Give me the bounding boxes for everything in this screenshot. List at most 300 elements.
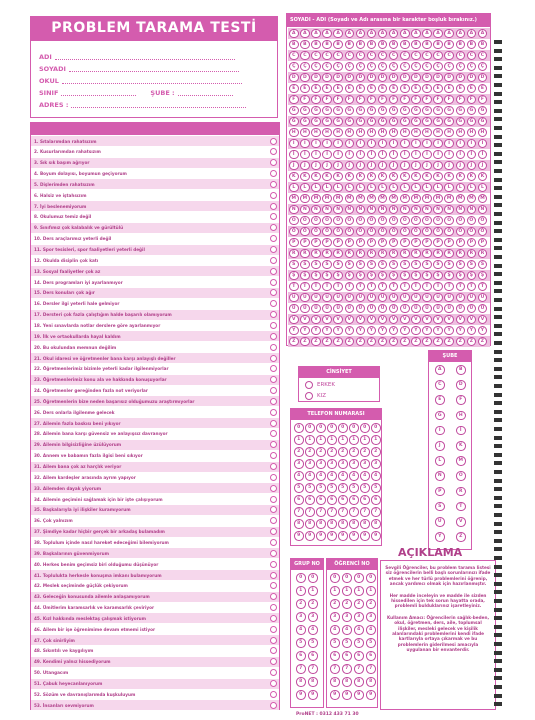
- phone-digit-bubble[interactable]: 4: [371, 471, 381, 481]
- letter-bubble[interactable]: T: [322, 282, 332, 292]
- letter-bubble[interactable]: I: [400, 139, 410, 149]
- letter-bubble[interactable]: Ü: [411, 304, 421, 314]
- letter-bubble[interactable]: D: [456, 73, 466, 83]
- phone-digit-bubble[interactable]: 6: [294, 495, 304, 505]
- question-row[interactable]: [31, 668, 279, 678]
- answer-circle-icon[interactable]: [270, 138, 277, 145]
- letter-bubble[interactable]: N: [356, 205, 366, 215]
- letter-bubble[interactable]: Ğ: [367, 117, 377, 127]
- letter-bubble[interactable]: U: [289, 293, 299, 303]
- letter-bubble[interactable]: O: [422, 216, 432, 226]
- letter-bubble[interactable]: R: [411, 249, 421, 259]
- letter-bubble[interactable]: Z: [433, 337, 443, 347]
- letter-bubble[interactable]: İ: [389, 150, 399, 160]
- letter-bubble[interactable]: S: [478, 260, 488, 270]
- answer-circle-icon[interactable]: [270, 213, 277, 220]
- letter-bubble[interactable]: G: [356, 106, 366, 116]
- letter-bubble[interactable]: E: [311, 84, 321, 94]
- letter-bubble[interactable]: Ğ: [422, 117, 432, 127]
- letter-bubble[interactable]: V: [389, 315, 399, 325]
- answer-circle-icon[interactable]: [270, 376, 277, 383]
- question-row[interactable]: [31, 679, 279, 689]
- letter-bubble[interactable]: Ç: [289, 62, 299, 72]
- answer-circle-icon[interactable]: [270, 528, 277, 535]
- letter-bubble[interactable]: L: [289, 183, 299, 193]
- question-row[interactable]: [31, 592, 279, 602]
- letter-bubble[interactable]: U: [444, 293, 454, 303]
- phone-digit-bubble[interactable]: 4: [294, 471, 304, 481]
- letter-bubble[interactable]: C: [333, 51, 343, 61]
- branch-bubble[interactable]: O: [456, 471, 466, 481]
- letter-bubble[interactable]: S: [289, 260, 299, 270]
- letter-bubble[interactable]: U: [300, 293, 310, 303]
- question-row[interactable]: [31, 451, 279, 461]
- letter-bubble[interactable]: F: [356, 95, 366, 105]
- question-row[interactable]: [31, 375, 279, 385]
- letter-bubble[interactable]: Ö: [389, 227, 399, 237]
- letter-bubble[interactable]: Ş: [367, 271, 377, 281]
- phone-digit-bubble[interactable]: 9: [349, 531, 359, 541]
- phone-digit-bubble[interactable]: 2: [327, 447, 337, 457]
- letter-bubble[interactable]: Ü: [400, 304, 410, 314]
- branch-bubble[interactable]: A: [435, 365, 445, 375]
- letter-bubble[interactable]: D: [411, 73, 421, 83]
- letter-bubble[interactable]: K: [389, 172, 399, 182]
- letter-bubble[interactable]: Z: [289, 337, 299, 347]
- student-digit-bubble[interactable]: 5: [342, 638, 352, 648]
- letter-bubble[interactable]: S: [444, 260, 454, 270]
- answer-circle-icon[interactable]: [270, 550, 277, 557]
- letter-bubble[interactable]: T: [422, 282, 432, 292]
- letter-bubble[interactable]: Ç: [478, 62, 488, 72]
- letter-bubble[interactable]: Ü: [311, 304, 321, 314]
- letter-bubble[interactable]: D: [289, 73, 299, 83]
- letter-bubble[interactable]: İ: [411, 150, 421, 160]
- letter-bubble[interactable]: K: [422, 172, 432, 182]
- letter-bubble[interactable]: S: [378, 260, 388, 270]
- student-digit-bubble[interactable]: 2: [330, 599, 340, 609]
- letter-bubble[interactable]: I: [456, 139, 466, 149]
- letter-bubble[interactable]: J: [411, 161, 421, 171]
- letter-bubble[interactable]: E: [345, 84, 355, 94]
- letter-bubble[interactable]: Ö: [411, 227, 421, 237]
- letter-bubble[interactable]: Y: [422, 326, 432, 336]
- letter-bubble[interactable]: Ğ: [411, 117, 421, 127]
- answer-circle-icon[interactable]: [270, 203, 277, 210]
- letter-bubble[interactable]: V: [367, 315, 377, 325]
- letter-bubble[interactable]: Ö: [456, 227, 466, 237]
- letter-bubble[interactable]: B: [467, 40, 477, 50]
- letter-bubble[interactable]: C: [289, 51, 299, 61]
- answer-circle-icon[interactable]: [270, 257, 277, 264]
- phone-digit-bubble[interactable]: 7: [294, 507, 304, 517]
- letter-bubble[interactable]: V: [422, 315, 432, 325]
- letter-bubble[interactable]: U: [345, 293, 355, 303]
- letter-bubble[interactable]: J: [456, 161, 466, 171]
- letter-bubble[interactable]: L: [311, 183, 321, 193]
- phone-digit-bubble[interactable]: 3: [327, 459, 337, 469]
- letter-bubble[interactable]: V: [378, 315, 388, 325]
- letter-bubble[interactable]: Ü: [333, 304, 343, 314]
- letter-bubble[interactable]: S: [456, 260, 466, 270]
- letter-bubble[interactable]: R: [389, 249, 399, 259]
- letter-bubble[interactable]: P: [467, 238, 477, 248]
- letter-bubble[interactable]: Ü: [478, 304, 488, 314]
- letter-bubble[interactable]: C: [300, 51, 310, 61]
- letter-bubble[interactable]: Ç: [444, 62, 454, 72]
- letter-bubble[interactable]: D: [345, 73, 355, 83]
- letter-bubble[interactable]: H: [422, 128, 432, 138]
- answer-circle-icon[interactable]: [270, 268, 277, 275]
- question-row[interactable]: [31, 190, 279, 200]
- phone-digit-bubble[interactable]: 8: [371, 519, 381, 529]
- letter-bubble[interactable]: Ö: [311, 227, 321, 237]
- letter-bubble[interactable]: K: [400, 172, 410, 182]
- answer-circle-icon[interactable]: [270, 582, 277, 589]
- letter-bubble[interactable]: G: [422, 106, 432, 116]
- group-digit-bubble[interactable]: 8: [308, 677, 318, 687]
- student-digit-bubble[interactable]: 5: [354, 638, 364, 648]
- phone-digit-bubble[interactable]: 9: [316, 531, 326, 541]
- student-digit-bubble[interactable]: 3: [342, 612, 352, 622]
- letter-bubble[interactable]: S: [356, 260, 366, 270]
- student-digit-bubble[interactable]: 2: [354, 599, 364, 609]
- letter-bubble[interactable]: Ş: [444, 271, 454, 281]
- phone-digit-bubble[interactable]: 6: [327, 495, 337, 505]
- letter-bubble[interactable]: L: [444, 183, 454, 193]
- phone-digit-bubble[interactable]: 3: [371, 459, 381, 469]
- letter-bubble[interactable]: B: [333, 40, 343, 50]
- phone-digit-bubble[interactable]: 0: [349, 423, 359, 433]
- letter-bubble[interactable]: G: [300, 106, 310, 116]
- letter-bubble[interactable]: H: [400, 128, 410, 138]
- letter-bubble[interactable]: U: [422, 293, 432, 303]
- letter-bubble[interactable]: Ğ: [289, 117, 299, 127]
- answer-circle-icon[interactable]: [270, 344, 277, 351]
- letter-bubble[interactable]: U: [467, 293, 477, 303]
- question-row[interactable]: [31, 277, 279, 287]
- student-digit-bubble[interactable]: 0: [342, 573, 352, 583]
- letter-bubble[interactable]: O: [367, 216, 377, 226]
- letter-bubble[interactable]: B: [400, 40, 410, 50]
- letter-bubble[interactable]: S: [467, 260, 477, 270]
- letter-bubble[interactable]: Z: [467, 337, 477, 347]
- letter-bubble[interactable]: B: [389, 40, 399, 50]
- phone-digit-bubble[interactable]: 7: [371, 507, 381, 517]
- letter-bubble[interactable]: N: [345, 205, 355, 215]
- letter-bubble[interactable]: G: [444, 106, 454, 116]
- letter-bubble[interactable]: E: [467, 84, 477, 94]
- question-row[interactable]: [31, 624, 279, 634]
- answer-circle-icon[interactable]: [270, 159, 277, 166]
- student-digit-bubble[interactable]: 0: [330, 573, 340, 583]
- letter-bubble[interactable]: Ç: [456, 62, 466, 72]
- letter-bubble[interactable]: C: [389, 51, 399, 61]
- student-digit-bubble[interactable]: 6: [342, 651, 352, 661]
- phone-digit-bubble[interactable]: 8: [349, 519, 359, 529]
- letter-bubble[interactable]: Z: [389, 337, 399, 347]
- letter-bubble[interactable]: A: [444, 29, 454, 39]
- letter-bubble[interactable]: I: [367, 139, 377, 149]
- letter-bubble[interactable]: N: [411, 205, 421, 215]
- letter-bubble[interactable]: M: [333, 194, 343, 204]
- letter-bubble[interactable]: T: [356, 282, 366, 292]
- branch-bubble[interactable]: F: [456, 395, 466, 405]
- group-digit-bubble[interactable]: 5: [296, 638, 306, 648]
- letter-bubble[interactable]: İ: [345, 150, 355, 160]
- letter-bubble[interactable]: Ş: [300, 271, 310, 281]
- question-row[interactable]: [31, 472, 279, 482]
- letter-bubble[interactable]: T: [456, 282, 466, 292]
- letter-bubble[interactable]: A: [322, 29, 332, 39]
- question-row[interactable]: [31, 581, 279, 591]
- letter-bubble[interactable]: Ç: [300, 62, 310, 72]
- letter-bubble[interactable]: K: [411, 172, 421, 182]
- letter-bubble[interactable]: Z: [311, 337, 321, 347]
- letter-bubble[interactable]: J: [378, 161, 388, 171]
- answer-circle-icon[interactable]: [270, 224, 277, 231]
- letter-bubble[interactable]: Y: [478, 326, 488, 336]
- letter-bubble[interactable]: G: [345, 106, 355, 116]
- student-digit-bubble[interactable]: 7: [342, 664, 352, 674]
- letter-bubble[interactable]: M: [400, 194, 410, 204]
- group-digit-bubble[interactable]: 1: [308, 586, 318, 596]
- answer-circle-icon[interactable]: [270, 181, 277, 188]
- letter-bubble[interactable]: Ö: [367, 227, 377, 237]
- letter-bubble[interactable]: J: [467, 161, 477, 171]
- letter-bubble[interactable]: Ç: [400, 62, 410, 72]
- student-digit-bubble[interactable]: 2: [342, 599, 352, 609]
- student-digit-bubble[interactable]: 3: [330, 612, 340, 622]
- letter-bubble[interactable]: F: [400, 95, 410, 105]
- question-row[interactable]: [31, 310, 279, 320]
- letter-bubble[interactable]: T: [389, 282, 399, 292]
- answer-circle-icon[interactable]: [270, 626, 277, 633]
- question-row[interactable]: [31, 516, 279, 526]
- letter-bubble[interactable]: E: [400, 84, 410, 94]
- letter-bubble[interactable]: S: [311, 260, 321, 270]
- phone-digit-bubble[interactable]: 5: [305, 483, 315, 493]
- letter-bubble[interactable]: L: [322, 183, 332, 193]
- letter-bubble[interactable]: U: [478, 293, 488, 303]
- letter-bubble[interactable]: A: [478, 29, 488, 39]
- student-digit-bubble[interactable]: 5: [366, 638, 376, 648]
- letter-bubble[interactable]: İ: [333, 150, 343, 160]
- letter-bubble[interactable]: H: [367, 128, 377, 138]
- group-digit-bubble[interactable]: 8: [296, 677, 306, 687]
- letter-bubble[interactable]: G: [478, 106, 488, 116]
- answer-circle-icon[interactable]: [270, 441, 277, 448]
- letter-bubble[interactable]: O: [456, 216, 466, 226]
- answer-circle-icon[interactable]: [270, 300, 277, 307]
- answer-circle-icon[interactable]: [270, 517, 277, 524]
- letter-bubble[interactable]: B: [356, 40, 366, 50]
- letter-bubble[interactable]: E: [411, 84, 421, 94]
- letter-bubble[interactable]: T: [311, 282, 321, 292]
- phone-digit-bubble[interactable]: 3: [360, 459, 370, 469]
- letter-bubble[interactable]: I: [289, 139, 299, 149]
- letter-bubble[interactable]: I: [333, 139, 343, 149]
- letter-bubble[interactable]: Ğ: [433, 117, 443, 127]
- letter-bubble[interactable]: K: [467, 172, 477, 182]
- phone-digit-bubble[interactable]: 8: [327, 519, 337, 529]
- letter-bubble[interactable]: Ö: [444, 227, 454, 237]
- letter-bubble[interactable]: J: [322, 161, 332, 171]
- phone-digit-bubble[interactable]: 1: [338, 435, 348, 445]
- phone-digit-bubble[interactable]: 2: [371, 447, 381, 457]
- letter-bubble[interactable]: L: [467, 183, 477, 193]
- letter-bubble[interactable]: Ü: [289, 304, 299, 314]
- letter-bubble[interactable]: Y: [289, 326, 299, 336]
- letter-bubble[interactable]: V: [322, 315, 332, 325]
- letter-bubble[interactable]: D: [356, 73, 366, 83]
- letter-bubble[interactable]: E: [333, 84, 343, 94]
- answer-circle-icon[interactable]: [270, 593, 277, 600]
- letter-bubble[interactable]: C: [411, 51, 421, 61]
- letter-bubble[interactable]: B: [345, 40, 355, 50]
- letter-bubble[interactable]: Ş: [378, 271, 388, 281]
- letter-bubble[interactable]: İ: [322, 150, 332, 160]
- letter-bubble[interactable]: D: [467, 73, 477, 83]
- letter-bubble[interactable]: O: [400, 216, 410, 226]
- question-row[interactable]: [31, 320, 279, 330]
- letter-bubble[interactable]: R: [444, 249, 454, 259]
- phone-digit-bubble[interactable]: 9: [305, 531, 315, 541]
- letter-bubble[interactable]: S: [333, 260, 343, 270]
- question-row[interactable]: [31, 234, 279, 244]
- branch-bubble[interactable]: S: [435, 502, 445, 512]
- letter-bubble[interactable]: İ: [478, 150, 488, 160]
- question-row[interactable]: [31, 201, 279, 211]
- letter-bubble[interactable]: C: [311, 51, 321, 61]
- letter-bubble[interactable]: G: [322, 106, 332, 116]
- letter-bubble[interactable]: P: [456, 238, 466, 248]
- letter-bubble[interactable]: L: [433, 183, 443, 193]
- letter-bubble[interactable]: Ü: [456, 304, 466, 314]
- question-row[interactable]: [31, 342, 279, 352]
- student-digit-bubble[interactable]: 9: [342, 690, 352, 700]
- letter-bubble[interactable]: R: [311, 249, 321, 259]
- letter-bubble[interactable]: A: [389, 29, 399, 39]
- letter-bubble[interactable]: M: [345, 194, 355, 204]
- letter-bubble[interactable]: P: [345, 238, 355, 248]
- question-row[interactable]: [31, 212, 279, 222]
- letter-bubble[interactable]: Ğ: [300, 117, 310, 127]
- phone-digit-bubble[interactable]: 7: [316, 507, 326, 517]
- letter-bubble[interactable]: P: [389, 238, 399, 248]
- letter-bubble[interactable]: Z: [345, 337, 355, 347]
- letter-bubble[interactable]: J: [389, 161, 399, 171]
- student-digit-bubble[interactable]: 9: [354, 690, 364, 700]
- question-row[interactable]: [31, 245, 279, 255]
- letter-bubble[interactable]: J: [300, 161, 310, 171]
- letter-bubble[interactable]: U: [322, 293, 332, 303]
- letter-bubble[interactable]: J: [444, 161, 454, 171]
- letter-bubble[interactable]: Y: [345, 326, 355, 336]
- phone-digit-bubble[interactable]: 1: [349, 435, 359, 445]
- letter-bubble[interactable]: H: [444, 128, 454, 138]
- answer-circle-icon[interactable]: [270, 680, 277, 687]
- letter-bubble[interactable]: J: [478, 161, 488, 171]
- letter-bubble[interactable]: Z: [322, 337, 332, 347]
- letter-bubble[interactable]: Ü: [322, 304, 332, 314]
- branch-bubble[interactable]: E: [435, 395, 445, 405]
- answer-circle-icon[interactable]: [270, 365, 277, 372]
- letter-bubble[interactable]: P: [367, 238, 377, 248]
- phone-digit-bubble[interactable]: 3: [294, 459, 304, 469]
- letter-bubble[interactable]: K: [456, 172, 466, 182]
- question-row[interactable]: [31, 657, 279, 667]
- letter-bubble[interactable]: Ç: [333, 62, 343, 72]
- letter-bubble[interactable]: N: [422, 205, 432, 215]
- question-row[interactable]: [31, 689, 279, 699]
- letter-bubble[interactable]: Ç: [345, 62, 355, 72]
- letter-bubble[interactable]: S: [367, 260, 377, 270]
- letter-bubble[interactable]: O: [345, 216, 355, 226]
- phone-digit-bubble[interactable]: 1: [371, 435, 381, 445]
- letter-bubble[interactable]: F: [433, 95, 443, 105]
- letter-bubble[interactable]: P: [333, 238, 343, 248]
- letter-bubble[interactable]: S: [300, 260, 310, 270]
- letter-bubble[interactable]: S: [322, 260, 332, 270]
- phone-digit-bubble[interactable]: 5: [316, 483, 326, 493]
- phone-digit-bubble[interactable]: 9: [294, 531, 304, 541]
- letter-bubble[interactable]: R: [422, 249, 432, 259]
- question-row[interactable]: [31, 613, 279, 623]
- letter-bubble[interactable]: B: [378, 40, 388, 50]
- letter-bubble[interactable]: I: [389, 139, 399, 149]
- question-row[interactable]: [31, 570, 279, 580]
- letter-bubble[interactable]: T: [444, 282, 454, 292]
- letter-bubble[interactable]: B: [456, 40, 466, 50]
- letter-bubble[interactable]: U: [400, 293, 410, 303]
- question-row[interactable]: [31, 353, 279, 363]
- surname-field[interactable]: [39, 65, 239, 73]
- phone-digit-bubble[interactable]: 7: [338, 507, 348, 517]
- branch-bubble[interactable]: İ: [456, 426, 466, 436]
- question-row[interactable]: [31, 407, 279, 417]
- letter-bubble[interactable]: J: [345, 161, 355, 171]
- group-digit-bubble[interactable]: 1: [296, 586, 306, 596]
- letter-bubble[interactable]: N: [367, 205, 377, 215]
- letter-bubble[interactable]: Ç: [411, 62, 421, 72]
- letter-bubble[interactable]: J: [311, 161, 321, 171]
- letter-bubble[interactable]: T: [400, 282, 410, 292]
- answer-circle-icon[interactable]: [270, 192, 277, 199]
- branch-bubble[interactable]: K: [456, 441, 466, 451]
- letter-bubble[interactable]: H: [356, 128, 366, 138]
- letter-bubble[interactable]: E: [356, 84, 366, 94]
- letter-bubble[interactable]: M: [322, 194, 332, 204]
- letter-bubble[interactable]: M: [311, 194, 321, 204]
- letter-bubble[interactable]: P: [444, 238, 454, 248]
- student-digit-bubble[interactable]: 0: [354, 573, 364, 583]
- phone-digit-bubble[interactable]: 5: [294, 483, 304, 493]
- phone-digit-bubble[interactable]: 2: [316, 447, 326, 457]
- letter-bubble[interactable]: F: [289, 95, 299, 105]
- letter-bubble[interactable]: K: [367, 172, 377, 182]
- branch-bubble[interactable]: N: [435, 471, 445, 481]
- letter-bubble[interactable]: H: [378, 128, 388, 138]
- letter-bubble[interactable]: F: [478, 95, 488, 105]
- student-digit-bubble[interactable]: 8: [366, 677, 376, 687]
- answer-circle-icon[interactable]: [270, 702, 277, 709]
- phone-digit-bubble[interactable]: 4: [316, 471, 326, 481]
- letter-bubble[interactable]: N: [289, 205, 299, 215]
- letter-bubble[interactable]: Ğ: [467, 117, 477, 127]
- letter-bubble[interactable]: T: [333, 282, 343, 292]
- letter-bubble[interactable]: Ş: [345, 271, 355, 281]
